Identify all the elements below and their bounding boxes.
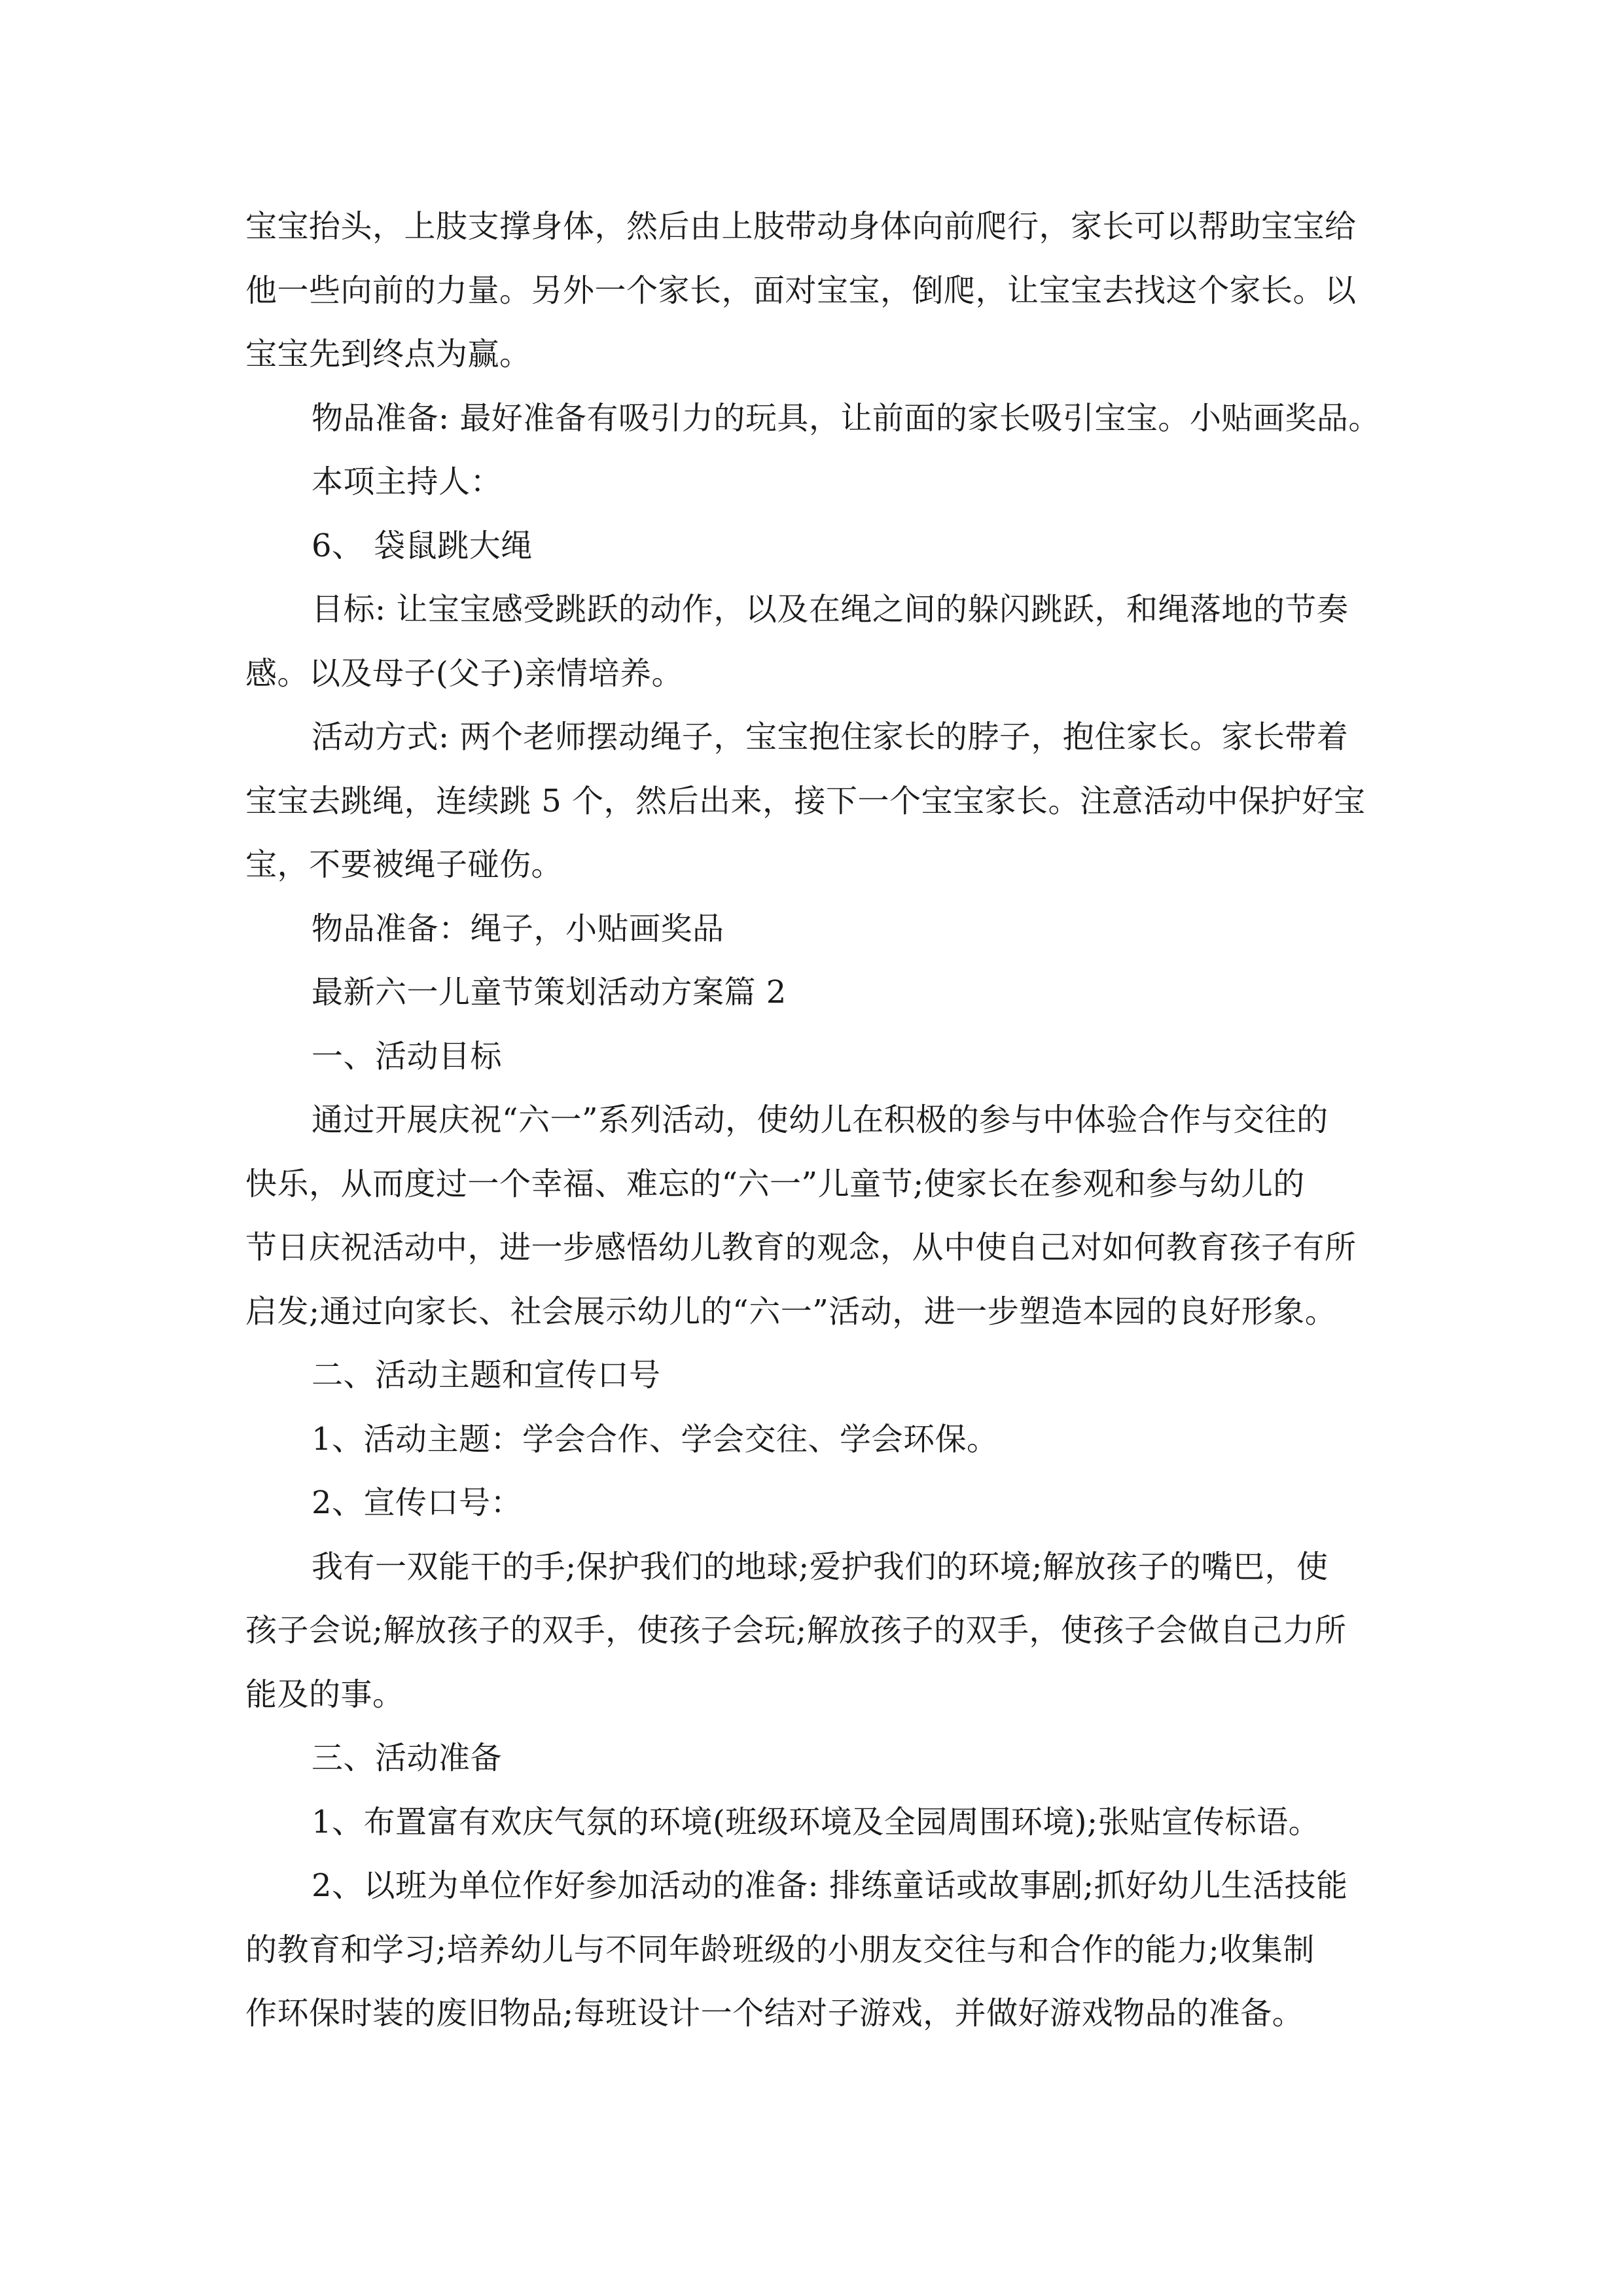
text-line: 目标: 让宝宝感受跳跃的动作，以及在绳之间的躲闪跳跃，和绳落地的节奏: [312, 591, 1349, 628]
text-line: 宝宝抬头，上肢支撑身体，然后由上肢带动身体向前爬行，家长可以帮助宝宝给: [245, 208, 1357, 245]
text-line: 物品准备：绳子，小贴画奖品: [312, 910, 724, 947]
text-line: 的教育和学习;培养幼儿与不同年龄班级的小朋友交往与和合作的能力;收集制: [245, 1931, 1315, 1968]
text-line: 宝宝先到终点为赢。: [245, 336, 531, 372]
text-line: 孩子会说;解放孩子的双手，使孩子会玩;解放孩子的双手，使孩子会做自己力所: [245, 1612, 1347, 1649]
text-line: 感。以及母子(父子)亲情培养。: [245, 655, 683, 692]
text-line: 宝，不要被绳子碰伤。: [245, 846, 563, 883]
text-line: 宝宝去跳绳，连续跳 5 个，然后出来，接下一个宝宝家长。注意活动中保护好宝: [245, 782, 1366, 819]
text-line: 6、 袋鼠跳大绳: [312, 527, 533, 564]
text-line: 三、活动准备: [312, 1740, 503, 1776]
text-line: 能及的事。: [245, 1676, 404, 1713]
text-line: 启发;通过向家长、社会展示幼儿的“六一”活动，进一步塑造本园的良好形象。: [245, 1293, 1337, 1330]
text-line: 我有一双能干的手;保护我们的地球;爱护我们的环境;解放孩子的嘴巴，使: [312, 1548, 1329, 1585]
text-line: 活动方式: 两个老师摆动绳子，宝宝抱住家长的脖子，抱住家长。家长带着: [312, 719, 1349, 755]
text-line: 作环保时装的废旧物品;每班设计一个结对子游戏，并做好游戏物品的准备。: [245, 1995, 1304, 2032]
text-line: 通过开展庆祝“六一”系列活动，使幼儿在积极的参与中体验合作与交往的: [312, 1102, 1329, 1138]
text-line: 1、活动主题：学会合作、学会交往、学会环保。: [312, 1420, 999, 1458]
document-body: [245, 195, 1387, 2046]
text-line: 本项主持人：: [312, 463, 503, 500]
text-line: 2、宣传口号：: [312, 1484, 523, 1521]
text-line: 1、布置富有欢庆气氛的环境(班级环境及全园周围环境);张贴宣传标语。: [312, 1803, 1321, 1840]
text-line: 最新六一儿童节策划活动方案篇 2: [312, 974, 787, 1011]
text-line: 2、以班为单位作好参加活动的准备: 排练童话或故事剧;抓好幼儿生活技能: [312, 1867, 1348, 1904]
text-line: 节日庆祝活动中，进一步感悟幼儿教育的观念，从中使自己对如何教育孩子有所: [245, 1229, 1357, 1266]
text-line: 他一些向前的力量。另外一个家长，面对宝宝，倒爬，让宝宝去找这个家长。以: [245, 272, 1357, 309]
text-line: 二、活动主题和宣传口号: [312, 1357, 661, 1393]
text-line: 物品准备: 最好准备有吸引力的玩具，让前面的家长吸引宝宝。小贴画奖品。: [312, 399, 1380, 437]
text-line: 一、活动目标: [312, 1037, 503, 1075]
text-line: 快乐，从而度过一个幸福、难忘的“六一”儿童节;使家长在参观和参与幼儿的: [245, 1165, 1305, 1202]
